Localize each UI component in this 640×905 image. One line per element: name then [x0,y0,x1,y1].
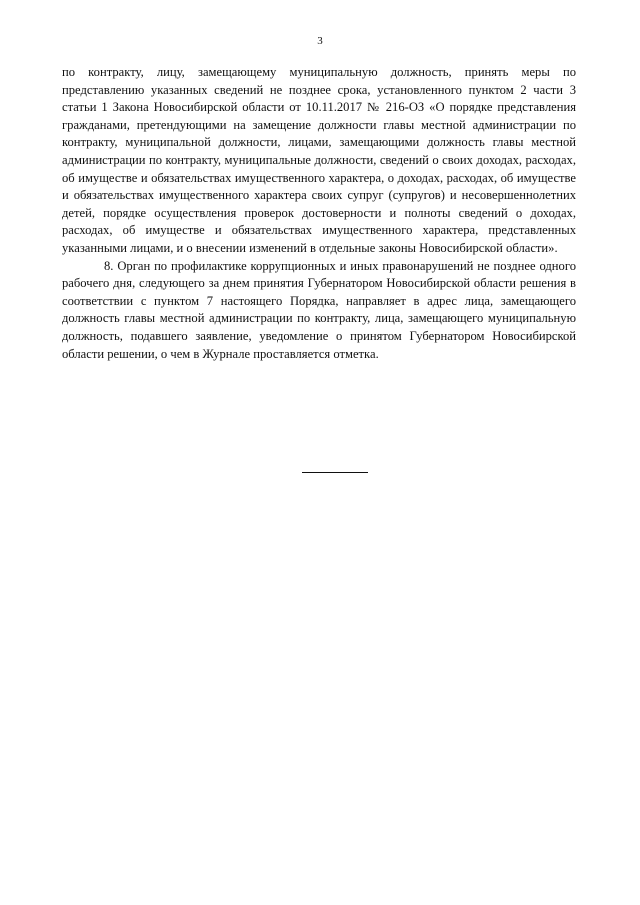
page-number: 3 [317,35,323,47]
paragraph-item-8: 8. Орган по профилактике коррупционных и иных правонарушений не позднее одного рабочего дня, следующего за днем принятия Губернатором Новосибирской области решения в соответствии с пунктом 7 настоящего Порядка, направляет в адрес лица, замещающего должность главы местной администрации по контракту, лица, замещающего муниципальную должность, подавшего заявление, уведомление о принятом Губернатором Новосибирской области решении, о чем в Журнале проставляется отметка. [62,258,576,361]
paragraph-continuation: по контракту, лицу, замещающему муниципальную должность, принять меры по представлению указанных сведений не позднее срока, установленного пунктом 2 части 3 статьи 1 Закона Новосибирской области от 10.11.2017 № 216-ОЗ «О порядке представления гражданами, претендующими на замещение должности главы местной администрации по контракту, муниципальной должности, лицами, замещающими должность главы местной администрации по контракту, муниципальные должности, сведений о своих доходах, расходах, об имуществе и обязательствах имущественного характера, о доходах, расходах, об имуществе и обязательствах имущественного характера своих супруг (супругов) и несовершеннолетних детей, порядке осуществления проверок достоверности и полноты сведений о доходах, расходах, об имуществе и обязательствах имущественного характера, представленных указанными лицами, и о внесении изменений в отдельные законы Новосибирской области». [62,65,576,255]
document-body [62,64,576,363]
end-of-document-rule [302,472,368,473]
